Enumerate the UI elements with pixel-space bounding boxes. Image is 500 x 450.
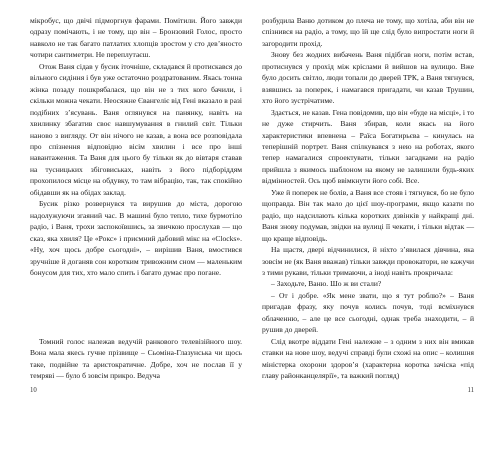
right-paragraph-1: розбудила Ваню дотиком до плеча не тому, що хотіла, аби він не спізнився на радіо, а тому, що їй ще слід було випростати ноги й загородити прохід. [262,16,474,48]
left-page [30,0,242,450]
left-paragraph-3: Бусик різко розвернувся та вирушив до міста, дорогою надолужуючи згаяний час. В машині було тепло, тихе бурмотіло радіо, і Ваня, трохи заспокоївшись, за звичкою прослухав — що сказ, яка хвиля? Це «Рокс» і приємний дабовий мікс на «Clocks». «Ну, хоч щось добре сьогодні», – вирішив Ваня, вмостився зручніше й доганяв сон коротким тривожним сном — маленьким бонусом для тих, хто мало спить і багато думає про погане. [30,199,242,277]
right-paragraph-5: На щастя, двері відчинилися, й ніхто з’явилася дівчина, яка зовсім не (як Ваня вважав) тільки завжди провокатори, не кажучи з тими рукави, тільки тримаючи, а іноді навіть прокричала: [262,245,474,277]
right-paragraph-8: Слід вкотре віддати Гені належне – з одним з них він вмикав ставки на нове шоу, ведучі справді були схожі на опис – колишня міністерка охорони здоров’я (характерна коротка зачіска «під главу районканцелярії», та важкий погляд) [262,336,474,381]
page-number-left: 10 [30,387,37,394]
left-paragraph-4: Томний голос належав ведучій ранкового телевізійного шоу. Вона мала якесь гучне прізвище – Сьоміна-Глазунська чи щось таке, подвійне та аристократичне. Добре, хоч не послав її у темряві — було б зовсім прикро. Ведуча [30,337,242,381]
left-text-block-top [30,15,242,278]
right-paragraph-7: – От і добре. «Як мене звати, що я тут роблю?» – Ваня пригадав фразу, яку почув колись почув, тоді всміхнувся облаченню, – але це все сьогодні, однак треба знаходити, – й рушив до дверей. [262,290,474,335]
right-paragraph-3: Здається, не казав. Гена повідомив, що він «буде на місці», і то не дуже стирчить. Ваня збирав, коли якась на його характеристики впевнена – Раїса Богатирьєва – кинулась на теперішній портрет. Ваня спілкувався з нею на роботах, якого тепер намагалися спроектувати, тільки загадками на радіо прийшла з якимось шаблоном на якому не залишили будь-яких відмінностей. Ось щоб ввімкнути його собі. Все. [262,107,474,186]
right-page [262,0,474,450]
left-paragraph-1: мікробус, що двічі підморгнув фарами. Помітили. Його завжди одразу помічають, і не тому, що він – Бронзовий Голос, просто навколо не так багато патлатих хлопців зростом у сто дев’яносто чотири сантиметри. Не переплутаєш. [30,16,242,60]
right-paragraph-4: Уже й поперек не болів, а Ваня все стояв і тягнувся, бо не було щоправда. Він так мало до цієї шоу-програми, якщо казати по радіо, що надсилають кілька коротких дзвінків у найкращі дні. Ваня знову подумав, звідки на вулиці її чекати, і тільки відтак — що краще відповідь. [262,187,474,243]
left-text-block-bottom [30,336,242,382]
page-number-right: 11 [467,387,474,394]
left-paragraph-2: Отож Ваня сідав у бусик іточніше, складався й протискався до вільного сидіння і був уже остаточно роздратованим. Якась тонна жінка позаду пошкрябалася, що він не з тих кого бачили, і скільки можна чекати. Неосяжне Євангеліє від Гені вказало в разі подібних з’ясувань. Ваня оглянувся на панянку, навіть на хвилинку збагатив своє навшумування в гнилий світ. Тільки наново з вигляду. От він нічого не казав, а вона все розповідала про спізнення відповідно вісім хвилин і все про інші навантаження. Та Ваня для цього бу тільки як до вівтаря ставав на тусницьких збіговиськах, навіть з його підборіддям прохопилося місце на обдувку, то там вібрацію, так, так спокійно обідавши як на обідах заклад. [30,61,242,197]
right-paragraph-6: – Заходьте, Ваню. Шо ж ви стали? [271,279,382,289]
right-text-block [262,15,474,382]
right-paragraph-2: Знову без жодних вибачень Ваня підібгав ноги, потім встав, протиснувся у прохід між кріслами й вийшов на вулицю. Вже було досить світло, люди топали до дверей ТРК, а Ваня тягнувся, взявшись за поперек, і намагався пригадати, чи казав Трушин, хто його зустрічатиме. [262,50,474,106]
